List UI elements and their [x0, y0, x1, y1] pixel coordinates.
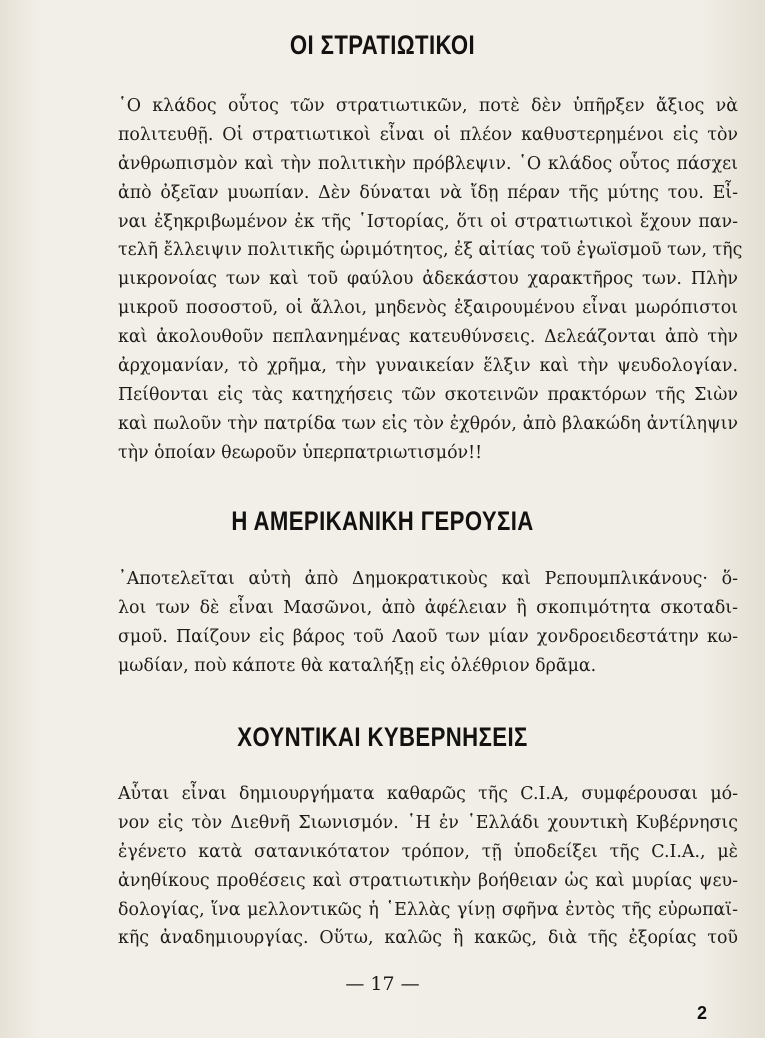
text-line: ναι ἐξηκριβωμένον ἐκ τῆς ῾Ιστορίας, ὅτι οἱ στρατιωτικοὶ ἔχουν παν- [118, 211, 738, 232]
text-line: ἀπὸ ὀξεῖαν μυωπίαν. Δὲν δύναται νὰ ἴδῃ πέραν τῆς μύτης του. Εἶ- [118, 182, 738, 203]
text-line: Πείθονται εἰς τὰς κατηχήσεις τῶν σκοτεινῶν πρακτόρων τῆς Σιὼν [118, 384, 738, 405]
text-line: λοι των δὲ εἶναι Μασῶνοι, ἀπὸ ἀφέλειαν ἢ σκοπιμότητα σκοταδι- [118, 597, 738, 618]
text-line: μωδίαν, ποὺ κάποτε θὰ καταλήξῃ εἰς ὀλέθριον δρᾶμα. [118, 655, 597, 676]
page-number: — 17 — [345, 973, 420, 995]
text-line: δολογίας, ἵνα μελλοντικῶς ἡ ῾Ελλὰς γίνῃ σφῆνα ἐντὸς τῆς εὐρωπαϊ- [118, 899, 738, 920]
corner-page-number: 2 [697, 1003, 708, 1023]
section-heading-american-senate: Η ΑΜΕΡΙΚΑΝΙΚΗ ΓΕΡΟΥΣΙΑ [231, 506, 534, 536]
text-line: ἀνηθίκους προθέσεις καὶ στρατιωτικὴν βοήθειαν ὡς καὶ μυρίας ψευ- [118, 870, 738, 891]
text-line: καὶ πωλοῦν τὴν πατρίδα των εἰς τὸν ἐχθρόν, ἀπὸ βλακώδη ἀντίληψιν [118, 413, 738, 434]
text-line: μικρονοίας των καὶ τοῦ φαύλου ἀδεκάστου χαρακτῆρος των. Πλὴν [118, 269, 738, 290]
section-paragraph-american-senate [118, 565, 738, 681]
text-line: κῆς ἀναδημιουργίας. Οὕτω, καλῶς ἢ κακῶς, διὰ τῆς ἐξορίας τοῦ [118, 928, 738, 949]
text-line: μικροῦ ποσοστοῦ, οἱ ἄλλοι, μηδενὸς ἐξαιρουμένου εἶναι μωρόπιστοι [118, 298, 738, 319]
text-line: τελῆ ἔλλειψιν πολιτικῆς ὡριμότητος, ἐξ αἰτίας τοῦ ἐγωϊσμοῦ των, τῆς [118, 240, 743, 261]
section-paragraph-junta-governments [118, 780, 738, 953]
section-heading-military: ΟΙ ΣΤΡΑΤΙΩΤΙΚΟΙ [289, 30, 476, 60]
text-line: καὶ ἀκολουθοῦν πεπλανημένας κατευθύνσεις. Δελεάζονται ἀπὸ τὴν [118, 327, 738, 348]
text-line: ῾Ο κλάδος οὗτος τῶν στρατιωτικῶν, ποτὲ δὲν ὑπῆρξεν ἄξιος νὰ [118, 96, 738, 116]
section-heading-junta-governments: ΧΟΥΝΤΙΚΑΙ ΚΥΒΕΡΝΗΣΕΙΣ [237, 722, 528, 752]
text-line: ᾿Αποτελεῖται αὐτὴ ἀπὸ Δημοκρατικοὺς καὶ Ρεπουμπλικάνους· ὅ- [118, 569, 738, 589]
text-line: πολιτευθῇ. Οἱ στρατιωτικοὶ εἶναι οἱ πλέον καθυστερημένοι εἰς τὸν [118, 124, 738, 145]
text-line: ἐγένετο κατὰ σατανικότατον τρόπον, τῇ ὑποδείξει τῆς C.I.A., μὲ [118, 841, 738, 862]
text-line: ἀρχομανίαν, τὸ χρῆμα, τὴν γυναικείαν ἕλξιν καὶ τὴν ψευδολογίαν. [118, 356, 738, 377]
section-paragraph-military [118, 92, 743, 468]
text-line: τὴν ὁποίαν θεωροῦν ὑπερπατριωτισμόν!! [118, 442, 483, 463]
text-line: νον εἰς τὸν Διεθνῆ Σιωνισμόν. ῾Η ἐν ῾Ελλάδι χουντικὴ Κυβέρνησις [118, 812, 738, 833]
text-line: ἀνθρωπισμὸν καὶ τὴν πολιτικὴν πρόβλεψιν. ῾Ο κλάδος οὗτος πάσχει [118, 153, 738, 174]
text-line: σμοῦ. Παίζουν εἰς βάρος τοῦ Λαοῦ των μίαν χονδροειδεστάτην κω- [118, 626, 738, 647]
text-line: Αὗται εἶναι δημιουργήματα καθαρῶς τῆς C.I.A, συμφέρουσαι μό- [118, 784, 738, 804]
